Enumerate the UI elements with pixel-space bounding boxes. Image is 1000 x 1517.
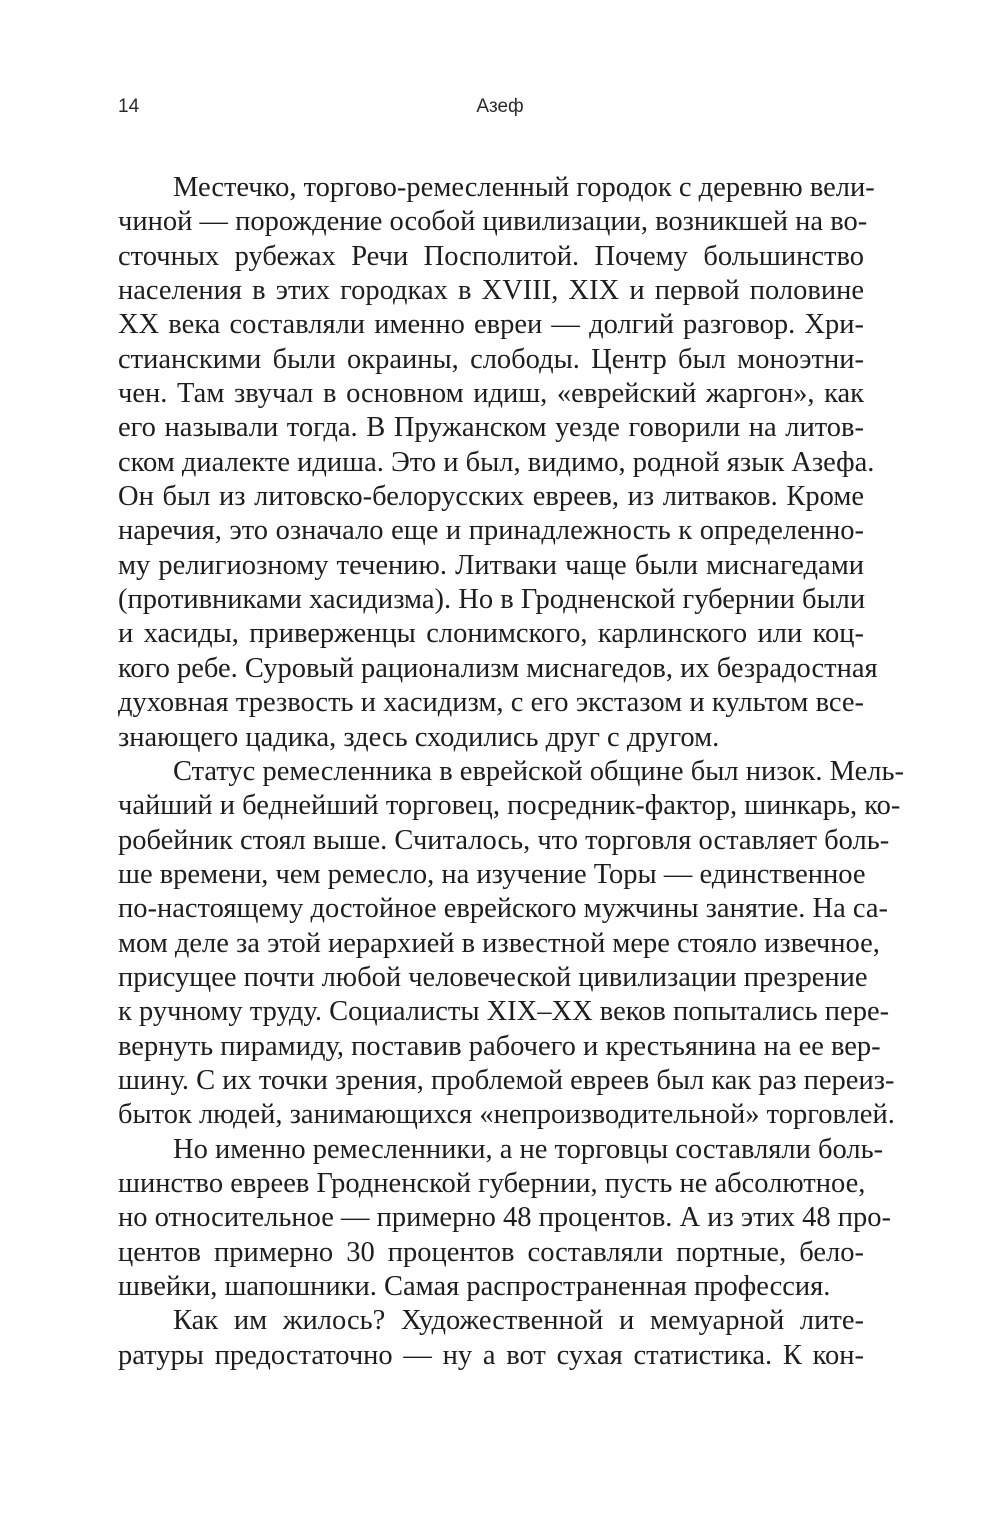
text-line: XX века составляли именно евреи — долгий разговор. Хри- bbox=[118, 309, 864, 341]
text-line: Но именно ремесленники, а не торговцы составляли боль- bbox=[173, 1133, 884, 1165]
text-line: швейки, шапошники. Самая распространенная профессия. bbox=[118, 1271, 831, 1302]
paragraph-4 bbox=[118, 1304, 864, 1373]
text-line: к ручному труду. Социалисты XIX–XX веков попытались пере- bbox=[118, 996, 890, 1028]
text-line: робейник стоял выше. Считалось, что торговля оставляет боль- bbox=[118, 824, 890, 856]
text-line: Как им жилось? Художественной и мемуарной лите- bbox=[173, 1305, 864, 1337]
text-line: Местечко, торгово-ремесленный городок с деревню вели- bbox=[173, 172, 875, 203]
text-line: вернуть пирамиду, поставив рабочего и крестьянина на ее вер- bbox=[118, 1030, 881, 1062]
text-line: центов примерно 30 процентов составляли портные, бело- bbox=[118, 1236, 864, 1268]
text-line: но относительное — примерно 48 процентов. А из этих 48 про- bbox=[118, 1202, 892, 1234]
page-number: 14 bbox=[118, 96, 140, 117]
text-line: населения в этих городках в XVIII, XIX и первой половине bbox=[118, 275, 864, 307]
text-line: стианскими были окраины, слободы. Центр был моноэтни- bbox=[118, 343, 864, 375]
text-line: чайший и беднейший торговец, посредник-фактор, шинкарь, ко- bbox=[118, 790, 901, 822]
paragraph-1 bbox=[118, 171, 878, 755]
text-line: чиной — порождение особой цивилизации, возникшей на во- bbox=[118, 206, 868, 238]
text-line: наречия, это означало еще и принадлежность к определенно- bbox=[118, 515, 864, 547]
text-line: шину. С их точки зрения, проблемой евреев был как раз переиз- bbox=[118, 1064, 895, 1096]
book-title: Азеф bbox=[476, 96, 524, 117]
text-line: мом деле за этой иерархией в известной мере стояло извечное, bbox=[118, 927, 880, 959]
text-line: ше времени, чем ремесло, на изучение Торы — единственное bbox=[118, 858, 866, 890]
text-line: ратуры предостаточно — ну а вот сухая статистика. К кон- bbox=[118, 1339, 864, 1371]
text-line: ском диалекте идиша. Это и был, видимо, родной язык Азефа. bbox=[118, 446, 875, 478]
text-line: и хасиды, приверженцы слонимского, карлинского или коц- bbox=[118, 618, 864, 650]
text-line: му религиозному течению. Литваки чаще были миснагедами bbox=[118, 549, 864, 581]
text-line: по-настоящему достойное еврейского мужчины занятие. На са- bbox=[118, 893, 889, 925]
running-header bbox=[0, 96, 1000, 126]
text-line: (противниками хасидизма). Но в Гродненской губернии были bbox=[118, 584, 866, 616]
text-line: присущее почти любой человеческой цивилизации презрение bbox=[118, 961, 868, 993]
paragraph-3 bbox=[118, 1133, 892, 1305]
paragraph-2 bbox=[118, 755, 904, 1133]
text-line: быток людей, занимающихся «непроизводительной» торговлей. bbox=[118, 1099, 895, 1131]
text-line: знающего цадика, здесь сходились друг с другом. bbox=[118, 721, 720, 753]
body-text bbox=[118, 171, 904, 1373]
text-line: Он был из литовско-белорусских евреев, из литваков. Кроме bbox=[118, 481, 864, 513]
text-line: чен. Там звучал в основном идиш, «еврейский жаргон», как bbox=[118, 378, 864, 410]
text-line: Статус ремесленника в еврейской общине был низок. Мель- bbox=[173, 755, 904, 787]
text-line: духовная трезвость и хасидизм, с его экстазом и культом все- bbox=[118, 687, 864, 719]
text-line: кого ребе. Суровый рационализм миснагедов, их безрадостная bbox=[118, 652, 878, 684]
text-line: его называли тогда. В Пружанском уезде говорили на литов- bbox=[118, 412, 864, 444]
text-line: шинство евреев Гродненской губернии, пусть не абсолютное, bbox=[118, 1167, 866, 1199]
text-line: сточных рубежах Речи Посполитой. Почему большинство bbox=[118, 240, 864, 272]
